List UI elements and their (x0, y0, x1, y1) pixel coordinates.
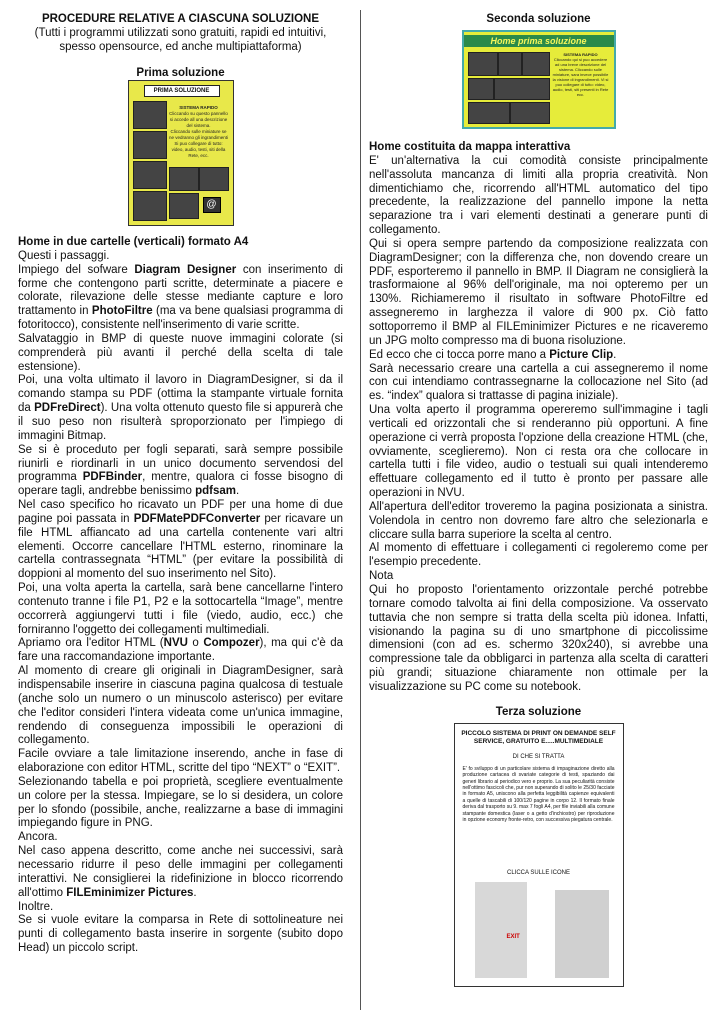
thumbnail-photo (468, 52, 498, 76)
fig1-text (169, 105, 229, 159)
thumbnail-photo (169, 167, 199, 191)
fig3-body: E' fo sviluppo di un particolare sistema di impaginazione diretto alla produzione cartacea di svariate categorie di testi, spaziando dai generi librario al periodico vero e proprio. La sua peculiarità consiste nell'ottimo fascicoli che, pur non superando di solito le 25/30 facciate in formato A5, uniscono alla perfetta leggibilità capienze equivalenti a quelle di tascabili di 100/120 pagine in corpo 12. Il formato finale deriva dal trasporto su 9. max 7 fogli A4, per file inviabili alla comune stampante domestica (laser o a getto d'inchiostro) per riproduzione in opzione economy fronte-retro, con successiva piegatura centrale. (462, 765, 615, 823)
thumbnail-photo (522, 52, 550, 76)
fig3-title: PICCOLO SISTEMA DI PRINT ON DEMANDE SELF SERVICE, GRATUITO E.....MULTIMEDIALE (461, 729, 616, 745)
fig1-line: SISTEMA RAPIDO (179, 105, 218, 110)
paragraph: Se si vuole evitare la comparsa in Rete di sottolineature nei punti di collegamento basta inserire in sorgente (subito dopo Head) un piccolo script. (18, 914, 343, 955)
figure-caption-third: Terza soluzione (495, 705, 582, 718)
fig2-text (552, 52, 610, 97)
paragraph: Nel caso appena descritto, come anche nei successivi, sarà necessario ridurre il peso delle immagini per collegamenti interattivi. Ne consiglierei la ridefinizione in blocco ricorrendo all'ottimo FILEminimizer Pictures. (18, 845, 343, 899)
thumbnail-photo (133, 161, 167, 189)
portrait-photo (475, 882, 527, 978)
paragraph: Se si è proceduto per fogli separati, sarà sempre possibile riunirli e riordinarli in un unico documento servendosi del programma PDFBinder, mentre, qualora ci fosse bisogno di operare tagli, andrebbe benissimo pdfsam. (18, 443, 343, 498)
fig1-line: Cliccando su questo pannello si accede all una descrizione del sistema. (169, 111, 228, 128)
thumbnail-photo (494, 78, 550, 100)
paragraph: Ancora. (18, 831, 58, 844)
second-solution-image (462, 30, 616, 129)
paragraph: Nel caso specifico ho ricavato un PDF per una home di due pagine poi passata in PDFMatePDFConverter per ricavare un file HTML affiancato ad una cartella contenente vari altri elementi. Occorre cancellare l'HTML esterno, rinominare la cartella contrassegnata “HTML” (per evitare la possibilità di doppioni al momento del suo inserimento nel Sito). (18, 499, 343, 581)
paragraph: Una volta aperto il programma opereremo sull'immagine i tagli verticali ed orizzontali che si renderanno più opportuni. A fine operazione ci verrà proposta l'opzione della creazione HTML (che, ovviamente, sceglieremo). Non ci resta ora che collocare in cartella tutti i file video, audio o testuali sui quali intenderemo effettuare collegamento ed il tutto è pronto per passare alle operazioni in NVU. (369, 404, 708, 500)
left-column (18, 12, 343, 956)
figure-caption-second: Seconda soluzione (486, 13, 591, 25)
fig1-banner: PRIMA SOLUZIONE (144, 85, 220, 97)
first-solution-image (128, 80, 234, 226)
paragraph: Inoltre. (18, 900, 54, 913)
fig1-line: Si puo collegare di tutto: video, audio, testi, siti della Rete, ecc. (171, 141, 226, 158)
thumbnail-photo (133, 101, 167, 129)
paragraph: Impiego del sofware Diagram Designer con inserimento di forme che contengono parti scritte, determinate a piacere e colorate, rilevazione delle stesse mediante capture e loro trattamento in PhotoFiltre (ma va bene qualsiasi programma di fotoritocco), consistente nell'inserimento di varie scritte. (18, 263, 343, 332)
fig3-click-label: CLICCA SULLE ICONE (506, 869, 571, 876)
thumbnail-photo (133, 191, 167, 221)
paragraph: Poi, una volta aperta la cartella, sarà bene cancellarne l'intero contenuto tranne i file P1, P2 e la sottocartella “Image”, mentre occorrerà aggiungervi tutti i file (viedo, audio, ecc.) che forniranno l'oggetto dei collegamenti multimediali. (18, 582, 343, 636)
page-title: PROCEDURE RELATIVE A CIASCUNA SOLUZIONE (41, 13, 320, 25)
thumbnail-photo (468, 102, 510, 124)
exit-label: EXIT (506, 933, 520, 940)
paragraph: Qui ho proposto l'orientamento orizzontale perché potrebbe tornare comodo talvolta ai fini della composizione. Va osservato tuttavia che non sempre si tratta della scelta più idonea. Infatti, visionando la pagina su di uno smartphone di piccolissime dimensioni (con ad es. schermo 320x240), si avrebbe una compressione tale da obbligarci in partenza alla scelta di caratteri più grandi; situazione chiaramente non ottimale per la visualizzazione su PC come su notebook. (369, 584, 708, 693)
paragraph: Sarà necessario creare una cartella a cui assegneremo il nome con cui intendiamo contrassegnarne la collocazione nel Sito (ad es. “index” qualora si trattasse di pagina iniziale). (369, 362, 708, 403)
section-heading: Home costituita da mappa interattiva (369, 141, 571, 153)
figure-caption-first: Prima soluzione (136, 67, 225, 79)
portrait-photo (555, 890, 609, 978)
paragraph: Selezionando tabella e poi proprietà, scegliere eventualmente un colore per la stessa. Impiegare, se lo si desidera, un colore per lo sfondo (possibile, anche, realizzarne a base di immagini impiegando figure in PNG. (18, 775, 343, 830)
column-divider (360, 10, 361, 1010)
right-column (369, 12, 708, 987)
thumbnail-photo (169, 193, 199, 219)
paragraph: Al momento di creare gli originali in DiagramDesigner, sarà indispensabile inserire in ciascuna pagina qualcosa di testuale (anche solo un numero o un minuscolo asterisco) per evitare che l'editor consideri l'intera videata come un'unica immagine, rendendo di conseguenza impossibili le operazioni di collegamento. (18, 665, 343, 747)
fig2-line: SISTEMA RAPIDO (563, 52, 598, 57)
paragraph: Qui si opera sempre partendo da composizione realizzata con DiagramDesigner; con la differenza che, non dovendo creare un PDF, esporteremo il pannello in BMP. Il Diagram ne consiglierà la trasformaione al 96% dell'originale, ma noi opteremo per un 130%. Richiameremo il risultato in software PhotoFiltre ed assegneremo in larghezza il valore di 900 px. Ciò fatto sottoporremo il BMP al FILEminimizer Pictures e ne ricaveremo un JPG molto compresso ma di buona risoluzione. (369, 237, 708, 347)
paragraph: Questi i passaggi. (18, 249, 110, 262)
paragraph: Al momento di effettuare i collegamenti ci regoleremo come per l'esempio precedente. (369, 542, 708, 569)
paragraph: Facile ovviare a tale limitazione inserendo, anche in fase di elaborazione con editor HTML, scritte del tipo “NEXT” o “EXIT”. (18, 748, 343, 775)
paragraph: Poi, una volta ultimato il lavoro in DiagramDesigner, si da il comando stampa su PDF (ottima la stampante virtuale fornita da PDFreDirect). Una volta ottenuto questo file si appurerà che il suo peso non risulterà sproporzionato per l'impiego di immagini Bitmap. (18, 374, 343, 442)
thumbnail-photo (199, 167, 229, 191)
section-heading: Home in due cartelle (verticali) formato A4 (18, 236, 249, 248)
thumbnail-photo (133, 131, 167, 159)
paragraph: E' un'alternativa la cui comodità consiste principalmente nell'assoluta mancanza di limiti alla propria creatività. Non dimentichiamo che, ricorrendo all'HTML automatico del tipo precedente, la realizzazione del pannello impone la netta separazione tra i vari elementi destinati a generare punti di collegamento. (369, 154, 708, 237)
at-icon: @ (203, 197, 221, 213)
thumbnail-photo (468, 78, 494, 100)
third-solution-image (454, 723, 624, 987)
fig3-subtitle: DI CHE SI TRATTA (512, 753, 565, 760)
paragraph: All'apertura dell'editor troveremo la pagina posizionata a sinistra. Volendola in centro non dovremo fare altro che selezionarla e cliccare sulla barra superiore la scelta al centro. (369, 500, 708, 541)
paragraph: Ed ecco che ci tocca porre mano a Picture Clip. (369, 348, 617, 361)
fig2-line: Cliccando qui si puo accedere ad una breve descrizione del sistema. Cliccando sulle miniature, sara invece possibile la visione di ingrandimenti. Vi si puo collegare di tutto: video, audio, testi, siti presenti in Rete ecc. (552, 57, 609, 97)
fig1-line: Cliccando sulle miniature se ne vedranno gli ingrandimenti (168, 129, 229, 140)
fig2-banner: Home prima soluzione (464, 35, 614, 47)
thumbnail-photo (510, 102, 550, 124)
paragraph: Apriamo ora l'editor HTML (NVU o Compozer), ma qui c'è da fare una raccomandazione importante. (18, 637, 343, 664)
page-subtitle: (Tutti i programmi utilizzati sono gratuiti, rapidi ed intuitivi, spesso opensource, ed anche multipiattaforma) (34, 27, 327, 53)
paragraph: Nota (369, 570, 394, 583)
paragraph: Salvataggio in BMP di queste nuove immagini colorate (si comprenderà più avanti il perché della scelta di tale estensione). (18, 332, 343, 373)
thumbnail-photo (498, 52, 522, 76)
